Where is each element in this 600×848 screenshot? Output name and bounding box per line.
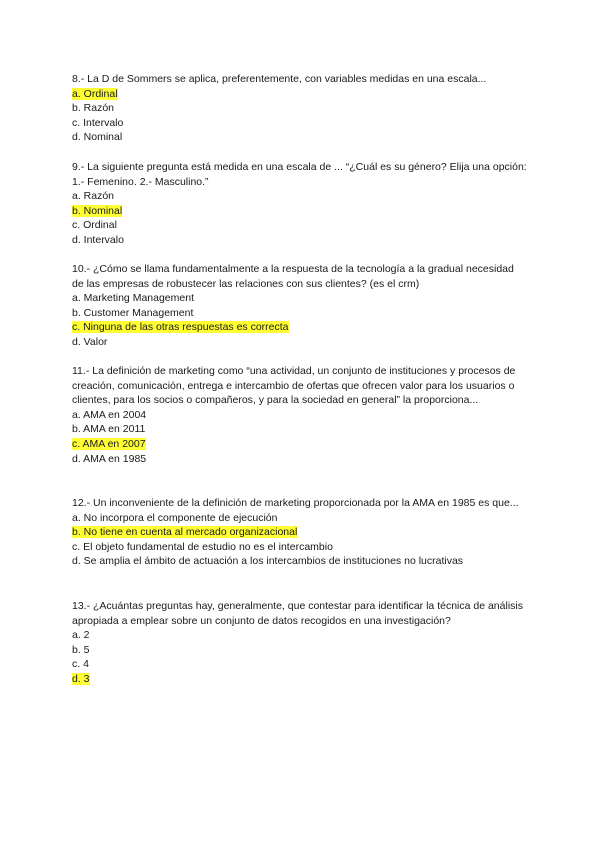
question-12 (72, 496, 528, 569)
answer-option: c. 4 (72, 658, 89, 671)
answer-option: a. Marketing Management (72, 292, 194, 305)
answer-option (72, 525, 528, 540)
question-stem: 12.- Un inconveniente de la definición de marketing proporcionada por la AMA en 1985 es que... (72, 497, 519, 509)
answer-option: d. Valor (72, 335, 108, 348)
answer-option: d. Se amplia el ámbito de actuación a los intercambios de instituciones no lucrativas (72, 555, 464, 568)
question-8 (72, 72, 528, 145)
question-13 (72, 599, 528, 687)
answer-option: c. Ordinal (72, 219, 117, 232)
answer-option: d. Intervalo (72, 233, 124, 246)
answer-option (72, 87, 528, 102)
answer-option: b. Razón (72, 102, 115, 115)
question-stem: 8.- La D de Sommers se aplica, preferentemente, con variables medidas en una escala... (72, 73, 487, 85)
question-stem: 11.- La definición de marketing como “una actividad, un conjunto de instituciones y procesos de creación, comunicación, entrega e intercambio de ofertas que ofrecen valor para los usuarios o clientes, para los socios o compañeros, y para la sociedad en general” la proporciona... (72, 365, 516, 407)
highlighted-answer: b. Nominal (72, 204, 123, 217)
answer-option: d. AMA en 1985 (72, 452, 147, 465)
question-stem: 13.- ¿Acuántas preguntas hay, generalmente, que contestar para identificar la técnica de análisis apropiada a emplear sobre un conjunto de datos recogidos en una investigación? (72, 600, 523, 627)
answer-option: c. Intervalo (72, 116, 124, 129)
answer-option: a. Razón (72, 190, 115, 203)
answer-option: b. AMA en 2011 (72, 423, 146, 436)
answer-option (72, 672, 528, 687)
answer-option: c. El objeto fundamental de estudio no es el intercambio (72, 540, 333, 553)
question-9 (72, 160, 528, 248)
question-11 (72, 364, 528, 466)
question-10 (72, 262, 528, 350)
highlighted-answer: c. AMA en 2007 (72, 437, 146, 450)
answer-option: a. AMA en 2004 (72, 408, 147, 421)
question-stem: 10.- ¿Cómo se llama fundamentalmente a la respuesta de la tecnología a la gradual necesidad de las empresas de robustecer las relaciones con sus clientes? (es el crm) (72, 263, 514, 290)
answer-option: a. No incorpora el componente de ejecución (72, 511, 278, 524)
answer-option (72, 320, 528, 335)
highlighted-answer: d. 3 (72, 672, 90, 685)
answer-option (72, 437, 528, 452)
answer-option: b. 5 (72, 643, 90, 656)
highlighted-answer: a. Ordinal (72, 87, 118, 100)
highlighted-answer: b. No tiene en cuenta al mercado organizacional (72, 526, 298, 539)
answer-option: d. Nominal (72, 131, 123, 144)
answer-option: b. Customer Management (72, 306, 194, 319)
question-stem: 9.- La siguiente pregunta está medida en una escala de ... “¿Cuál es su género? Elija una opción: 1.- Femenino. 2.- Masculino.” (72, 161, 527, 188)
highlighted-answer: c. Ninguna de las otras respuestas es correcta (72, 321, 289, 334)
answer-option (72, 204, 528, 219)
answer-option: a. 2 (72, 629, 90, 642)
